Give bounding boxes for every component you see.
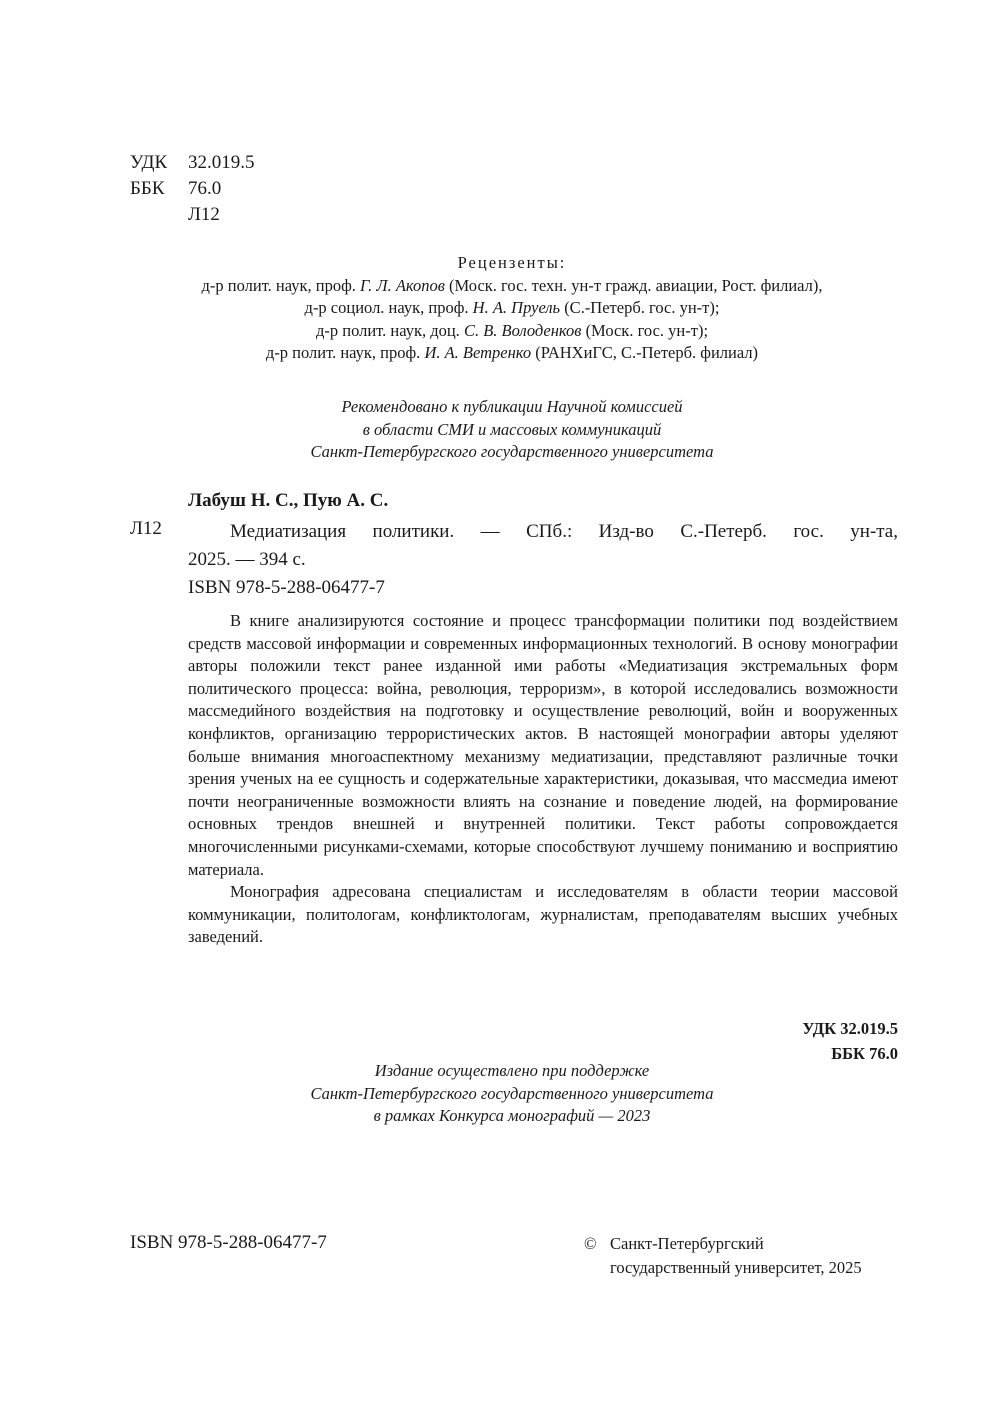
recommendation-line: в области СМИ и массовых коммуникаций — [362, 419, 662, 439]
copyright-icon: © — [584, 1234, 597, 1253]
recommendation-note — [150, 396, 874, 464]
udk-label: УДК — [130, 152, 168, 173]
reviewer-line — [120, 297, 904, 320]
udk-value: 32.019.5 — [188, 152, 255, 173]
reviewer-affiliation: (Моск. гос. техн. ун-т гражд. авиации, Рост. филиал), — [444, 275, 823, 295]
reviewer-affiliation: (Моск. гос. ун-т); — [581, 320, 709, 340]
reviewer-name: Г. Л. Акопов — [360, 275, 445, 295]
udk-summary: УДК 32.019.5 — [802, 1019, 898, 1038]
support-line: в рамках Конкурса монографий — 2023 — [373, 1106, 651, 1125]
support-note — [150, 1060, 874, 1128]
classification-summary — [802, 1016, 898, 1066]
abstract — [188, 610, 898, 949]
bbk-value: 76.0 — [188, 178, 222, 199]
bbk-summary: ББК 76.0 — [831, 1044, 898, 1063]
support-line: Издание осуществлено при поддержке — [374, 1061, 650, 1080]
author-mark-row — [130, 202, 255, 228]
reviewers-heading: Рецензенты: — [457, 253, 567, 272]
bib-year-pages: 2025. — 394 с. — [188, 549, 306, 570]
bib-isbn: ISBN 978-5-288-06477-7 — [188, 577, 385, 598]
reviewer-line — [120, 320, 904, 343]
reviewers-block — [120, 252, 904, 365]
abstract-paragraph: Монография адресована специалистам и исследователям в области теории массовой коммуникации, политологам, конфликтологам, журналистам, преподавателям высших учебных заведений. — [188, 882, 898, 947]
bbk-row — [130, 176, 255, 202]
reviewer-degree: д-р социол. наук, проф. — [304, 298, 473, 317]
bib-record — [188, 518, 898, 602]
bib-title-line: Медиатизация политики. — СПб.: Изд-во С.-Петерб. гос. ун-та, — [230, 521, 898, 542]
author-mark: Л12 — [188, 204, 220, 225]
abstract-paragraph: В книге анализируются состояние и процесс трансформации политики под воздействием средств массовой информации и современных информационных технологий. В основу монографии авторы положили текст ранее изданной ими работы «Медиатизация экстремальных форм политического процесса: война, революция, терроризм», в которой исследовались возможности массмедийного воздействия на подготовку и осуществление революций, войн и вооруженных конфликтов, организацию террористических актов. В настоящей монографии авторы уделяют больше внимания многоаспектному механизму медиатизации, представляют различные точки зрения ученых на ее сущность и содержательные характеристики, доказывая, что массмедиа имеют почти неограниченные возможности влиять на сознание и поведение людей, на формирование основных трендов внешней и внутренней политики. Текст работы сопровождается многочисленными рисунками-схемами, которые способствуют лучшему пониманию и восприятию материала. — [188, 611, 898, 879]
copyright — [584, 1232, 862, 1280]
reviewer-affiliation: (РАНХиГС, С.-Петерб. филиал) — [531, 343, 759, 362]
reviewer-name: И. А. Ветренко — [424, 343, 532, 362]
bbk-label: ББК — [130, 178, 165, 199]
reviewer-name: Н. А. Пруель — [472, 298, 561, 317]
recommendation-line: Санкт-Петербургского государственного университета — [310, 442, 714, 461]
reviewer-degree: д-р полит. наук, проф. — [201, 275, 361, 295]
bib-author-mark: Л12 — [130, 518, 162, 539]
footer-isbn: ISBN 978-5-288-06477-7 — [130, 1232, 327, 1253]
bib-authors: Лабуш Н. С., Пую А. С. — [188, 490, 389, 511]
reviewer-line — [120, 342, 904, 365]
reviewer-degree: д-р полит. наук, доц. — [315, 320, 464, 340]
reviewer-name: С. В. Володенков — [463, 320, 582, 340]
udk-row — [130, 150, 255, 176]
reviewer-line — [120, 275, 904, 298]
copyright-holder-year: государственный университет, 2025 — [610, 1258, 862, 1277]
copyright-holder: Санкт-Петербургский — [610, 1234, 764, 1253]
classification-codes — [130, 150, 255, 228]
reviewer-degree: д-р полит. наук, проф. — [265, 343, 425, 362]
reviewer-affiliation: (С.-Петерб. гос. ун-т); — [560, 298, 720, 317]
recommendation-line: Рекомендовано к публикации Научной комиссией — [341, 397, 683, 416]
support-line: Санкт-Петербургского государственного университета — [310, 1083, 714, 1103]
